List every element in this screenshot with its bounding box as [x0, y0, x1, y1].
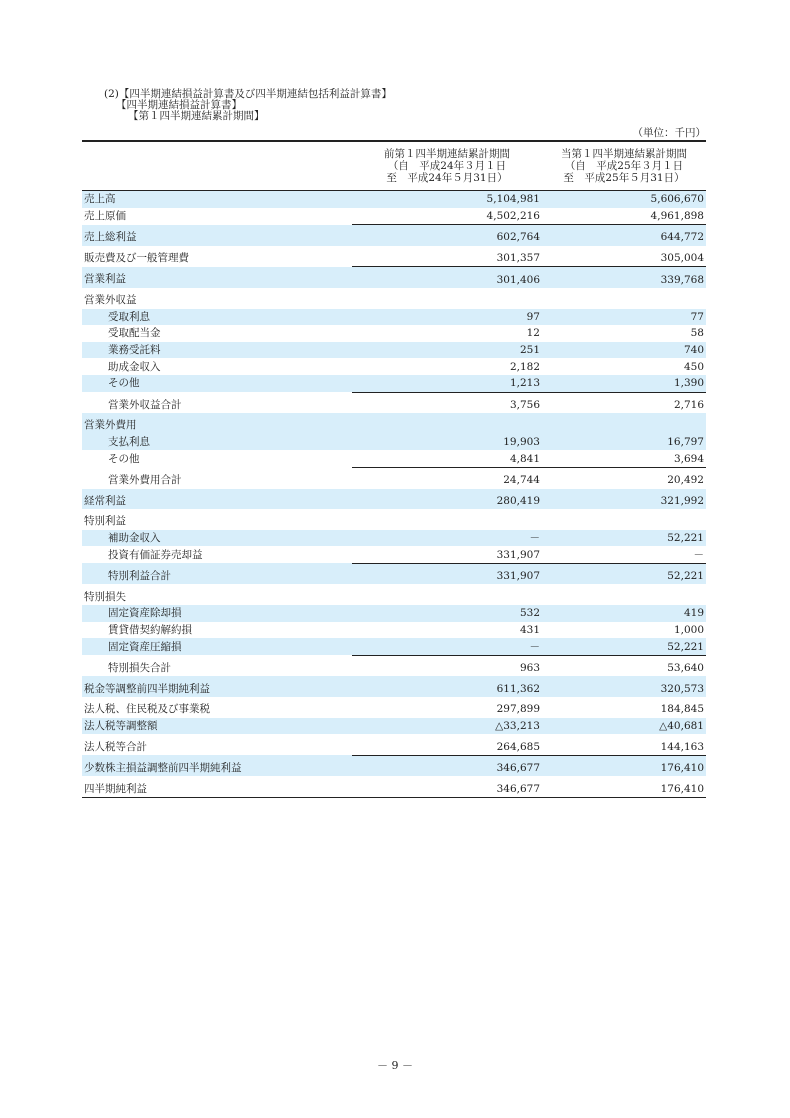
- curr-value: 419: [542, 605, 706, 622]
- table-row: [82, 342, 706, 359]
- income-statement-table: [82, 140, 706, 798]
- prev-value: [352, 413, 542, 434]
- prev-value: －: [352, 530, 542, 547]
- row-label: 営業外収益: [84, 294, 137, 307]
- prev-value: 532: [352, 605, 542, 622]
- prev-value: 301,357: [352, 246, 542, 267]
- prev-value: 12: [526, 327, 540, 340]
- curr-value: 52,221: [542, 563, 706, 584]
- table-row: [82, 509, 706, 530]
- row-label: 投資有価証券売却益: [108, 548, 203, 561]
- table-row: [82, 267, 706, 288]
- table-row: [82, 450, 706, 467]
- prev-value: 301,406: [352, 267, 542, 288]
- prev-value: 3,756: [509, 398, 540, 411]
- curr-value: △40,681: [542, 718, 706, 735]
- table-row: [82, 309, 706, 326]
- table-row: [82, 655, 706, 676]
- row-label: 受取利息: [82, 309, 352, 326]
- row-label: 支払利息: [82, 434, 352, 451]
- row-label: 受取配当金: [108, 327, 161, 340]
- curr-value: －: [542, 546, 706, 563]
- curr-value: 53,640: [667, 662, 704, 675]
- row-label: 営業外費用合計: [108, 473, 182, 486]
- curr-period-from: （自 平成25年３月１日: [564, 160, 684, 172]
- prev-value: 5,104,981: [352, 191, 542, 208]
- curr-value: 305,004: [542, 246, 706, 267]
- prev-value: 1,213: [352, 375, 542, 392]
- row-label: 業務受託料: [82, 342, 352, 359]
- curr-value: 2,716: [673, 398, 704, 411]
- table-row: [82, 755, 706, 776]
- prev-period-to: 至 平成24年５月31日）: [386, 172, 508, 184]
- curr-value: 644,772: [542, 225, 706, 246]
- row-label: 営業外費用: [82, 413, 352, 434]
- table-row: [82, 718, 706, 735]
- row-label: 売上原価: [84, 210, 126, 223]
- curr-period-title: 当第１四半期連結累計期間: [561, 148, 687, 160]
- row-label: 少数株主損益調整前四半期純利益: [82, 755, 352, 776]
- row-label: 助成金収入: [108, 360, 161, 373]
- curr-value: 58: [690, 327, 704, 340]
- curr-value: 4,961,898: [542, 208, 706, 225]
- prev-value: [352, 584, 542, 605]
- row-label: 法人税等合計: [84, 740, 147, 753]
- curr-value: 16,797: [542, 434, 706, 451]
- table-row: [82, 489, 706, 510]
- table-row: [82, 191, 706, 208]
- statement-title: 【四半期連結損益計算書】: [116, 99, 242, 111]
- curr-value: [542, 288, 706, 309]
- prev-value: 4,841: [352, 450, 542, 467]
- table-row: [82, 358, 706, 375]
- prev-value: [352, 288, 542, 309]
- prev-period-header: [352, 141, 542, 191]
- table-row: [82, 676, 706, 697]
- table-row: [82, 605, 706, 622]
- curr-value: 52,221: [542, 638, 706, 655]
- table-row: [82, 584, 706, 605]
- curr-value: 77: [542, 309, 706, 326]
- curr-value: 144,163: [542, 734, 706, 755]
- row-label: 賃貸借契約解約損: [108, 623, 192, 636]
- row-label: 特別利益合計: [82, 563, 352, 584]
- row-label: 法人税等調整額: [82, 718, 352, 735]
- curr-value: [542, 413, 706, 434]
- prev-value: 346,677: [352, 776, 542, 797]
- period-title: 【第１四半期連結累計期間】: [128, 110, 265, 122]
- table-row: [82, 288, 706, 309]
- curr-value: 1,000: [673, 623, 704, 636]
- table-row: [82, 246, 706, 267]
- page-number: － 9 －: [377, 1059, 413, 1072]
- table-row: [82, 546, 706, 563]
- row-label: 特別利益: [84, 515, 126, 528]
- prev-value: △33,213: [352, 718, 542, 735]
- table-header-row: [82, 141, 706, 191]
- curr-value: 176,410: [542, 755, 706, 776]
- row-label: 売上高: [82, 191, 352, 208]
- section-heading: (2)【四半期連結損益計算書及び四半期連結包括利益計算書】: [104, 88, 392, 100]
- prev-value: －: [352, 638, 542, 655]
- row-label: 税金等調整前四半期純利益: [82, 676, 352, 697]
- prev-value: 346,677: [352, 755, 542, 776]
- row-label: その他: [108, 452, 140, 465]
- curr-value: 321,992: [542, 489, 706, 510]
- table-row: [82, 530, 706, 547]
- row-label: 固定資産除却損: [82, 605, 352, 622]
- row-label: 営業外収益合計: [108, 398, 182, 411]
- curr-value: 320,573: [542, 676, 706, 697]
- prev-value: [352, 509, 542, 530]
- row-label: 法人税、住民税及び事業税: [84, 703, 210, 716]
- curr-value: [542, 584, 706, 605]
- row-label: 売上総利益: [82, 225, 352, 246]
- curr-value: 740: [542, 342, 706, 359]
- prev-value: 280,419: [352, 489, 542, 510]
- table-row: [82, 638, 706, 655]
- table-row: [82, 208, 706, 225]
- curr-value: 176,410: [542, 776, 706, 797]
- row-label: 固定資産圧縮損: [82, 638, 352, 655]
- prev-value: 97: [352, 309, 542, 326]
- row-label: 特別損失: [84, 590, 126, 603]
- table-row: [82, 225, 706, 246]
- prev-value: 297,899: [496, 703, 540, 716]
- curr-value: 339,768: [542, 267, 706, 288]
- prev-value: 331,907: [352, 563, 542, 584]
- row-label: 特別損失合計: [108, 661, 171, 674]
- prev-value: 264,685: [352, 734, 542, 755]
- prev-value: 611,362: [352, 676, 542, 697]
- table-row: [82, 734, 706, 755]
- curr-period-to: 至 平成25年５月31日）: [563, 172, 685, 184]
- prev-value: 2,182: [509, 360, 540, 373]
- prev-period-title: 前第１四半期連結累計期間: [384, 148, 510, 160]
- table-row: [82, 413, 706, 434]
- row-label: 販売費及び一般管理費: [84, 252, 189, 265]
- table-row: [82, 776, 706, 797]
- table-row: [82, 467, 706, 488]
- curr-value: 20,492: [667, 474, 704, 487]
- prev-value: 24,744: [503, 474, 540, 487]
- table-row: [82, 697, 706, 718]
- table-row: [82, 563, 706, 584]
- prev-value: 251: [352, 342, 542, 359]
- table-row: [82, 375, 706, 392]
- label-column-header: [82, 141, 352, 191]
- curr-value: 52,221: [542, 530, 706, 547]
- prev-value: 431: [519, 623, 540, 636]
- table-row: [82, 392, 706, 413]
- curr-value: 5,606,670: [542, 191, 706, 208]
- table-row: [82, 622, 706, 639]
- unit-label: （単位：千円）: [632, 127, 706, 139]
- row-label: 補助金収入: [82, 530, 352, 547]
- prev-value: 331,907: [352, 546, 542, 563]
- table-row: [82, 434, 706, 451]
- curr-value: 1,390: [542, 375, 706, 392]
- curr-value: 3,694: [542, 450, 706, 467]
- row-label: その他: [82, 375, 352, 392]
- curr-value: 450: [683, 360, 704, 373]
- prev-value: 4,502,216: [352, 208, 542, 225]
- prev-period-from: （自 平成24年３月１日: [387, 160, 507, 172]
- curr-period-header: [542, 141, 706, 191]
- curr-value: [542, 509, 706, 530]
- prev-value: 602,764: [352, 225, 542, 246]
- prev-value: 19,903: [352, 434, 542, 451]
- prev-value: 963: [519, 662, 540, 675]
- row-label: 営業利益: [82, 267, 352, 288]
- row-label: 四半期純利益: [82, 776, 352, 797]
- table-row: [82, 325, 706, 342]
- curr-value: 184,845: [660, 703, 704, 716]
- row-label: 経常利益: [82, 489, 352, 510]
